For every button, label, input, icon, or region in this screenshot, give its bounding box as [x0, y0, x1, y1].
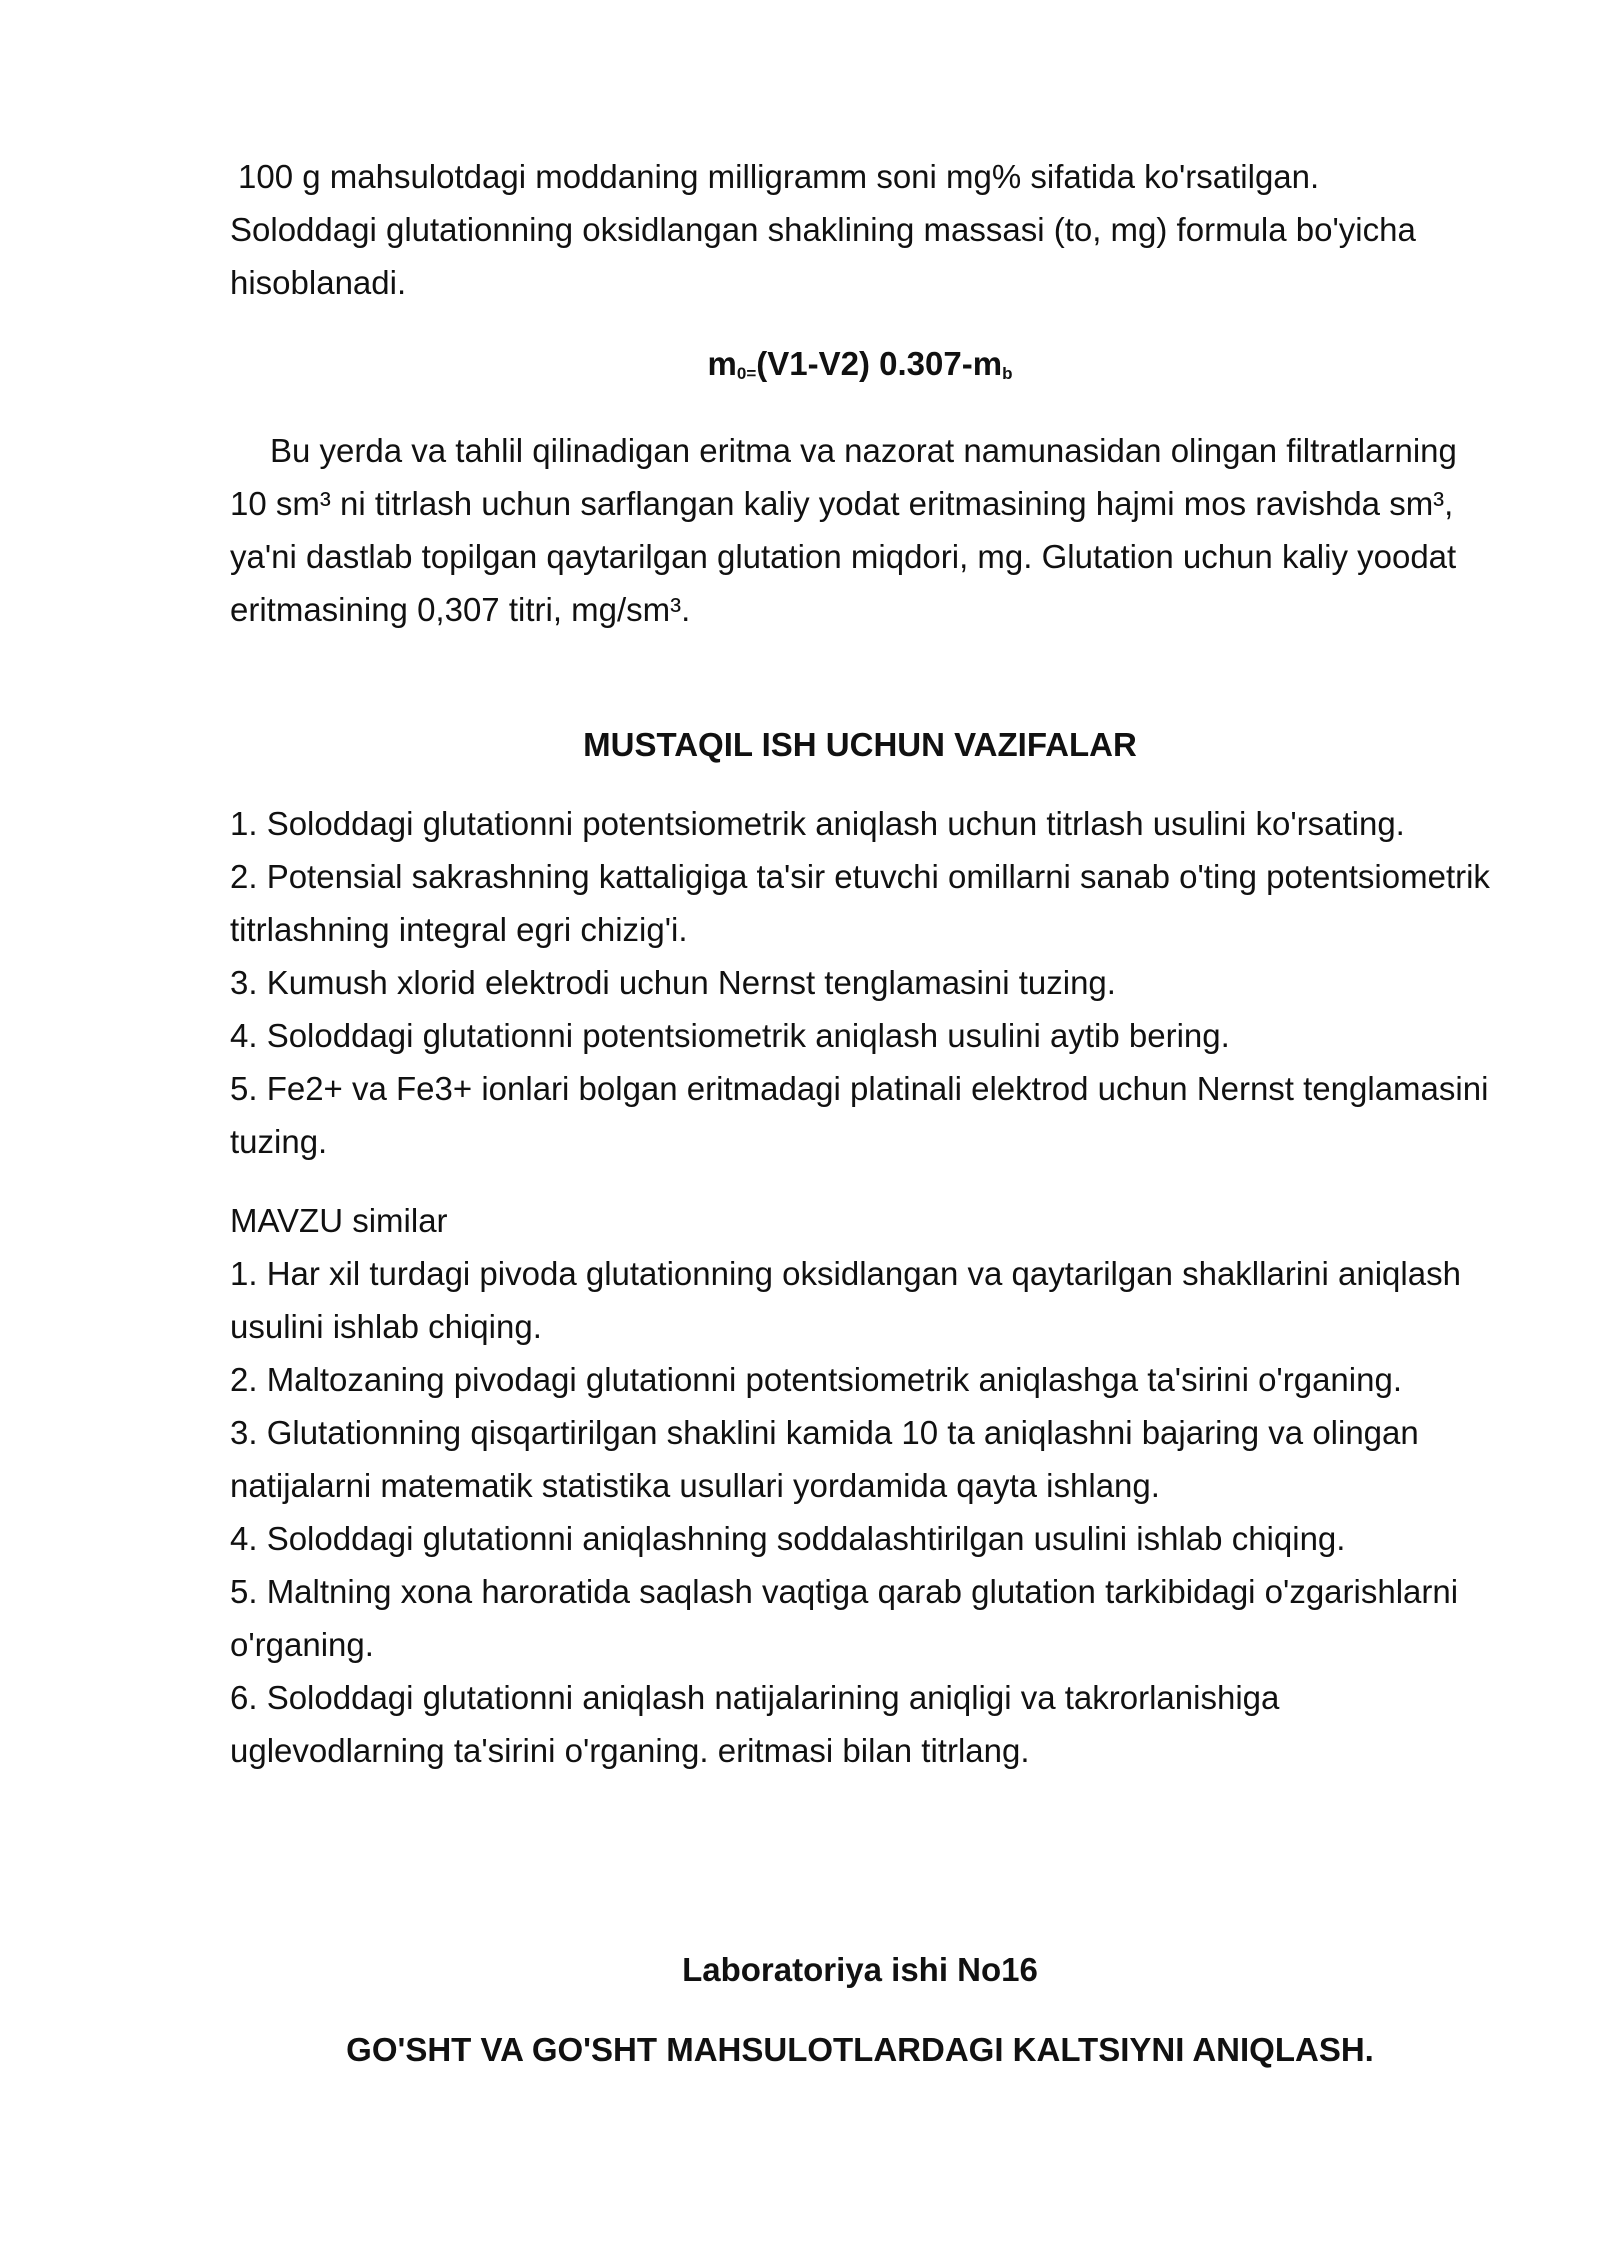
intro-line-2: Soloddagi glutationning oksidlangan shaklining massasi (to, mg) formula bo'yicha hisoblanadi.	[230, 211, 1416, 301]
mavzu-item-5: 5. Maltning xona haroratida saqlash vaqtiga qarab glutation tarkibidagi o'zgarishlarni o'rganing.	[230, 1573, 1459, 1663]
mavzu-item-3: 3. Glutationning qisqartirilgan shaklini kamida 10 ta aniqlashni bajaring va olingan natijalarni matematik statistika usullari yordamida qayta ishlang.	[230, 1414, 1419, 1504]
mavzu-item-4: 4. Soloddagi glutationni aniqlashning soddalashtirilgan usulini ishlab chiqing.	[230, 1520, 1346, 1557]
mavzu-heading: MAVZU similar	[230, 1202, 448, 1239]
task-item-3: 3. Kumush xlorid elektrodi uchun Nernst tenglamasini tuzing.	[230, 964, 1116, 1001]
task-item-2: 2. Potensial sakrashning kattaligiga ta'sir etuvchi omillarni sanab o'ting potentsiometrik titrlashning integral egri chizig'i.	[230, 858, 1490, 948]
formula-sub-0: 0=	[736, 364, 757, 383]
tasks-heading: MUSTAQIL ISH UCHUN VAZIFALAR	[583, 726, 1137, 763]
formula-m: m	[707, 345, 737, 382]
tasks-list	[230, 797, 1490, 1168]
mavzu-item-2: 2. Maltozaning pivodagi glutationni potentsiometrik aniqlashga ta'sirini o'rganing.	[230, 1361, 1402, 1398]
mavzu-item-1: 1. Har xil turdagi pivoda glutationning oksidlangan va qaytarilgan shakllarini aniqlash usulini ishlab chiqing.	[230, 1255, 1461, 1345]
task-item-4: 4. Soloddagi glutationni potentsiometrik aniqlash usulini aytib bering.	[230, 1017, 1230, 1054]
mavzu-list	[230, 1247, 1490, 1777]
lab-subtitle: GO'SHT VA GO'SHT MAHSULOTLARDAGI KALTSIYNI ANIQLASH.	[346, 2031, 1374, 2068]
lab-title: Laboratoriya ishi No16	[682, 1951, 1038, 1988]
formula-expression: (V1-V2) 0.307-m	[756, 345, 1003, 382]
mavzu-item-6: 6. Soloddagi glutationni aniqlash natijalarining aniqligi va takrorlanishiga uglevodlarning ta'sirini o'rganing. eritmasi bilan titrlang.	[230, 1679, 1280, 1769]
document-page	[230, 150, 1490, 2076]
task-item-5: 5. Fe2+ va Fe3+ ionlari bolgan eritmadagi platinali elektrod uchun Nernst tenglamasini tuzing.	[230, 1070, 1489, 1160]
formula	[230, 337, 1490, 400]
intro-line-1: 100 g mahsulotdagi moddaning milligramm soni mg% sifatida ko'rsatilgan.	[238, 158, 1320, 195]
formula-sub-b: b	[1002, 364, 1013, 383]
explanation-paragraph: Bu yerda va tahlil qilinadigan eritma va nazorat namunasidan olingan filtratlarning 10 sm³ ni titrlash uchun sarflangan kaliy yodat eritmasining hajmi mos ravishda sm³, ya'ni dastlab topilgan qaytarilgan glutation miqdori, mg. Glutation uchun kaliy yoodat eritmasining 0,307 titri, mg/sm³.	[230, 432, 1457, 628]
task-item-1: 1. Soloddagi glutationni potentsiometrik aniqlash uchun titrlash usulini ko'rsating.	[230, 805, 1405, 842]
